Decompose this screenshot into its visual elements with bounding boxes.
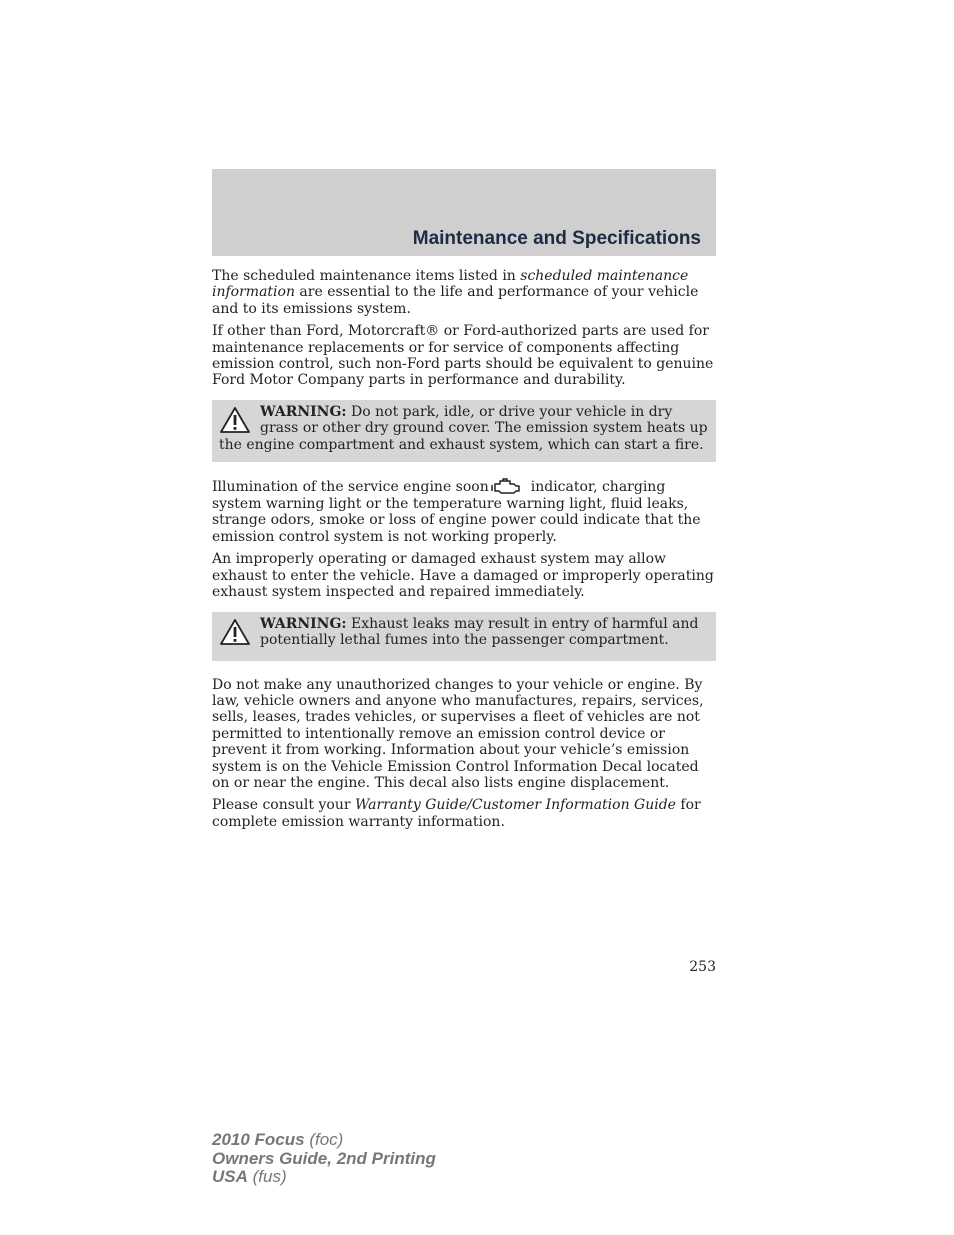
section-header-band — [212, 169, 716, 256]
warning-label: WARNING: — [260, 615, 347, 632]
page-number: 253 — [689, 959, 716, 975]
section-title: Maintenance and Specifications — [412, 228, 701, 249]
warning-label: WARNING: — [260, 403, 347, 420]
document-footer — [212, 1131, 436, 1187]
warning-text: Do not park, idle, or drive your vehicle in dry grass or other dry ground cover. The emission system heats up the engine compartment and exhaust system, which can start a fire. — [219, 403, 708, 453]
service-engine-soon-icon — [491, 478, 521, 496]
paragraph-scheduled-maintenance: The scheduled maintenance items listed in scheduled maintenance information are essential to the life and performance of your vehicle and to its emissions system. — [212, 268, 699, 317]
footer-model-line: 2010 Focus (foc) — [212, 1130, 344, 1149]
paragraph-warranty-guide: Please consult your Warranty Guide/Customer Information Guide for complete emission warranty information. — [212, 797, 701, 830]
scheduled-maintenance-reference: scheduled maintenance information — [212, 268, 689, 301]
warranty-guide-reference: Warranty Guide/Customer Information Guide — [355, 797, 676, 814]
warning-box-exhaust-leaks — [212, 612, 716, 661]
paragraph-unauthorized-changes: Do not make any unauthorized changes to your vehicle or engine. By law, vehicle owners and anyone who manufactures, repairs, services, sells, leases, trades vehicles, or supervises a fleet of vehicles are not permitted to intentionally remove an emission control device or prevent it from working. Information about your vehicle’s emission system is on the Vehicle Emission Control Information Decal located on or near the engine. This decal also lists engine displacement. — [212, 676, 704, 791]
warning-text: Exhaust leaks may result in entry of harmful and potentially lethal fumes into the passenger compartment. — [260, 615, 699, 648]
footer-edition-line: Owners Guide, 2nd Printing — [212, 1148, 436, 1168]
page-content — [212, 268, 716, 836]
paragraph-exhaust-system: An improperly operating or damaged exhaust system may allow exhaust to enter the vehicle. Have a damaged or improperly operating exhaust system inspected and repaired immediately. — [212, 551, 714, 601]
warning-triangle-icon — [219, 406, 251, 434]
footer-market-line: USA (fus) — [212, 1167, 287, 1186]
warning-box-dry-grass — [212, 400, 716, 462]
paragraph-replacement-parts: If other than Ford, Motorcraft® or Ford-authorized parts are used for maintenance replacements or for service of components affecting emission control, such non-Ford parts should be equivalent to genuine Ford Motor Company parts in performance and durability. — [212, 323, 714, 389]
paragraph-indicator-lights: Illumination of the service engine soon indicator, charging system warning light or the temperature warning light, fluid leaks, strange odors, smoke or loss of engine power could indicate that the emission control system is not working properly. — [212, 479, 701, 545]
warning-triangle-icon — [219, 618, 251, 646]
